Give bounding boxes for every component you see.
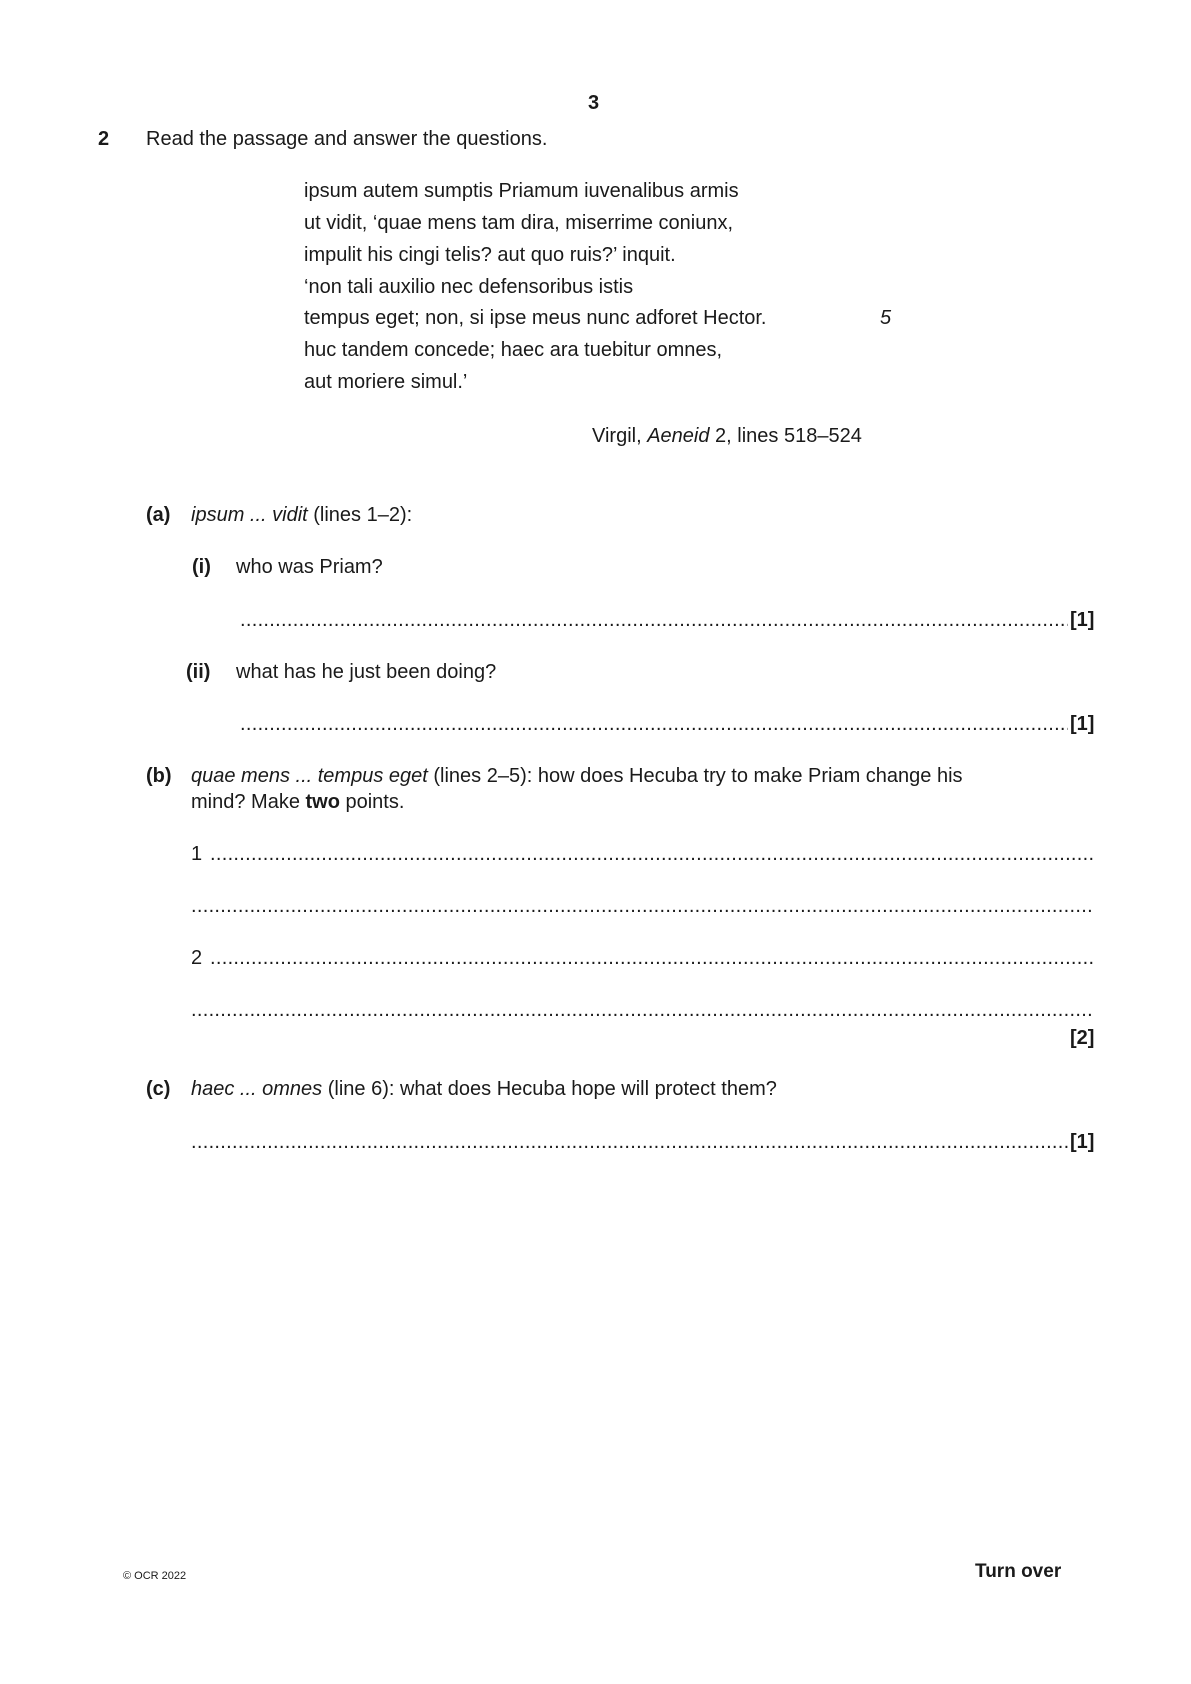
answer-line-b-1a[interactable] <box>210 843 1094 867</box>
citation-work: Aeneid <box>647 425 710 447</box>
part-a-ii-text: what has he just been doing? <box>236 661 497 683</box>
passage-line-3: impulit his cingi telis? aut quo ruis?’ inquit. <box>304 244 676 266</box>
part-b-quote: quae mens ... tempus eget <box>191 765 428 787</box>
part-c-label: (c) <box>146 1078 171 1100</box>
part-a-i-label: (i) <box>192 556 211 578</box>
passage-line-6: huc tandem concede; haec ara tuebitur omnes, <box>304 339 723 361</box>
citation-lines: 2, lines 518–524 <box>709 425 862 447</box>
part-a-ii-mark: [1] <box>1070 713 1095 735</box>
answer-line-a-ii[interactable] <box>240 713 1068 737</box>
part-a-i-mark: [1] <box>1070 609 1095 631</box>
part-b-text-2a: mind? Make <box>191 791 306 813</box>
part-b-label: (b) <box>146 765 172 787</box>
question-number: 2 <box>98 128 110 150</box>
copyright: © OCR 2022 <box>123 1570 187 1582</box>
line-number-marker: 5 <box>880 307 892 329</box>
part-a-label: (a) <box>146 504 171 526</box>
passage-line-5: tempus eget; non, si ipse meus nunc adforet Hector. <box>304 307 767 329</box>
passage-line-4: ‘non tali auxilio nec defensoribus istis <box>304 276 634 298</box>
citation-author: Virgil, <box>592 425 648 447</box>
question-instruction: Read the passage and answer the questions. <box>146 128 548 150</box>
turn-over: Turn over <box>975 1561 1062 1582</box>
part-b-question-line1 <box>191 765 963 788</box>
part-a-question <box>191 504 412 527</box>
part-c-quote: haec ... omnes <box>191 1078 323 1100</box>
answer-line-b-2b[interactable] <box>191 999 1094 1023</box>
part-a-quote: ipsum ... vidit <box>191 504 308 526</box>
answer-line-a-i[interactable] <box>240 609 1068 633</box>
part-b-text-2b: points. <box>339 791 405 813</box>
passage-line-7: aut moriere simul.’ <box>304 371 468 393</box>
part-c-mark: [1] <box>1070 1131 1095 1153</box>
part-b-text: (lines 2–5): how does Hecuba try to make Priam change his <box>427 765 963 787</box>
passage-line-1: ipsum autem sumptis Priamum iuvenalibus armis <box>304 180 739 202</box>
page-number: 3 <box>588 92 600 114</box>
part-b-mark: [2] <box>1070 1027 1095 1049</box>
part-a-i-text: who was Priam? <box>236 556 383 578</box>
point-1-number: 1 <box>191 843 203 865</box>
answer-line-c[interactable] <box>191 1131 1068 1155</box>
part-b-emphasis: two <box>305 791 340 813</box>
passage-line-2: ut vidit, ‘quae mens tam dira, miserrime coniunx, <box>304 212 734 234</box>
part-c-question <box>191 1078 777 1101</box>
part-a-ii-label: (ii) <box>186 661 211 683</box>
part-a-text: (lines 1–2): <box>307 504 413 526</box>
point-2-number: 2 <box>191 947 203 969</box>
answer-line-b-2a[interactable] <box>210 947 1094 971</box>
part-c-text: (line 6): what does Hecuba hope will protect them? <box>322 1078 777 1100</box>
answer-line-b-1b[interactable] <box>191 895 1094 919</box>
passage-citation <box>592 425 862 448</box>
part-b-question-line2 <box>191 791 404 814</box>
